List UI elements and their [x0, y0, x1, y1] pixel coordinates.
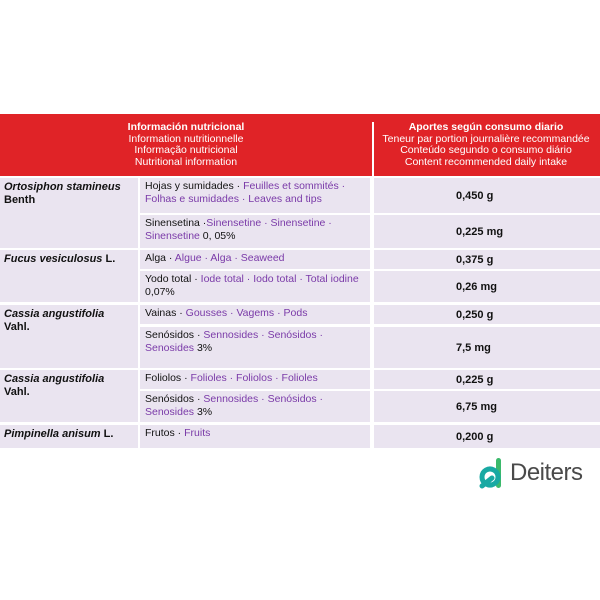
description-translations: Fruits — [184, 427, 211, 439]
description-es: Vainas — [145, 307, 177, 319]
description-translations: Sinensetine · Sinensetine · Sinensetine — [145, 217, 332, 242]
header-right-title: Aportes según consumo diario — [408, 121, 564, 133]
daily-amount: 0,250 g — [374, 305, 600, 324]
description-translations: Feuilles et sommités · Folhas e sumidades · Leaves and tips — [145, 180, 346, 205]
description-es: Senósidos — [145, 329, 195, 341]
description-es: Senósidos — [145, 393, 195, 405]
daily-amount: 0,375 g — [374, 250, 600, 269]
description-translations: Sennosides · Senósidos · Senosides — [145, 329, 324, 354]
header-nutritional-info — [0, 114, 372, 176]
species-name: Cassia angustifolia — [4, 308, 105, 320]
ingredient-description: Frutos · Fruits — [140, 425, 370, 448]
ingredient-description: Hojas y sumidades · Feuilles et sommités · Folhas e sumidades · Leaves and tips — [140, 178, 370, 213]
ingredient-description: Foliolos · Folioles · Foliolos · Folioles — [140, 370, 370, 389]
logo-text: Deiters — [510, 459, 583, 486]
header-left-en: Nutritional information — [134, 155, 238, 168]
description-percent: 0,07% — [145, 286, 175, 298]
daily-amount: 7,5 mg — [374, 327, 600, 368]
species-cell — [0, 370, 138, 422]
description-percent: 0, 05% — [202, 230, 236, 242]
species-cell — [0, 305, 138, 368]
header-daily-intake — [372, 114, 600, 176]
table-header — [0, 114, 600, 176]
daily-amount: 0,225 mg — [374, 215, 600, 248]
ingredient-description: Yodo total · Iode total · Iodo total · Total iodine 0,07% — [140, 271, 370, 302]
species-authority: Benth — [4, 194, 36, 206]
header-left-title: Información nutricional — [127, 121, 245, 133]
header-right-pt: Conteúdo segundo o consumo diário — [400, 144, 572, 156]
description-es: Frutos — [145, 427, 175, 439]
description-es: Foliolos — [145, 372, 182, 384]
description-es: Yodo total — [145, 273, 192, 285]
ingredient-description: Sinensetina ·Sinensetine · Sinensetine · Sinensetine 0, 05% — [140, 215, 370, 248]
header-left-pt: Informação nutricional — [134, 144, 238, 156]
species-authority: Vahl. — [4, 386, 30, 398]
species-name: Cassia angustifolia — [4, 373, 105, 385]
daily-amount: 6,75 mg — [374, 391, 600, 422]
species-name: Fucus vesiculosus — [4, 253, 103, 265]
description-translations: Iode total · Iodo total · Total iodine — [200, 273, 359, 285]
header-right-fr: Teneur par portion journalière recommandée — [382, 132, 590, 145]
deiters-logo — [478, 456, 600, 490]
species-cell — [0, 250, 138, 302]
description-translations: Gousses · Vagems · Pods — [185, 307, 308, 319]
description-es: Sinensetina — [145, 217, 200, 229]
ingredient-description: Alga · Algue · Alga · Seaweed — [140, 250, 370, 269]
header-left-fr: Information nutritionnelle — [128, 132, 244, 145]
description-translations: Folioles · Foliolos · Folioles — [190, 372, 318, 384]
species-cell — [0, 178, 138, 248]
ingredient-description: Vainas · Gousses · Vagems · Pods — [140, 305, 370, 324]
species-authority: L. — [105, 253, 116, 265]
header-right-en: Content recommended daily intake — [404, 155, 568, 168]
species-authority: Vahl. — [4, 321, 30, 333]
description-es: Hojas y sumidades — [145, 180, 234, 192]
deiters-d-logo-icon — [478, 457, 508, 489]
description-es: Alga — [145, 252, 167, 264]
daily-amount: 0,450 g — [374, 178, 600, 213]
description-translations: Sennosides · Senósidos · Senosides — [145, 393, 324, 418]
species-name: Ortosiphon stamineus — [4, 181, 121, 193]
description-percent: 3% — [196, 406, 213, 418]
description-percent: 3% — [196, 342, 213, 354]
daily-amount: 0,200 g — [374, 425, 600, 448]
ingredient-description: Senósidos · Sennosides · Senósidos · Senosides 3% — [140, 391, 370, 422]
description-translations: Algue · Alga · Seaweed — [174, 252, 285, 264]
daily-amount: 0,26 mg — [374, 271, 600, 302]
species-name: Pimpinella anisum — [4, 428, 101, 440]
daily-amount: 0,225 g — [374, 370, 600, 389]
ingredient-description: Senósidos · Sennosides · Senósidos · Senosides 3% — [140, 327, 370, 368]
species-authority: L. — [103, 428, 114, 440]
species-cell — [0, 425, 138, 448]
